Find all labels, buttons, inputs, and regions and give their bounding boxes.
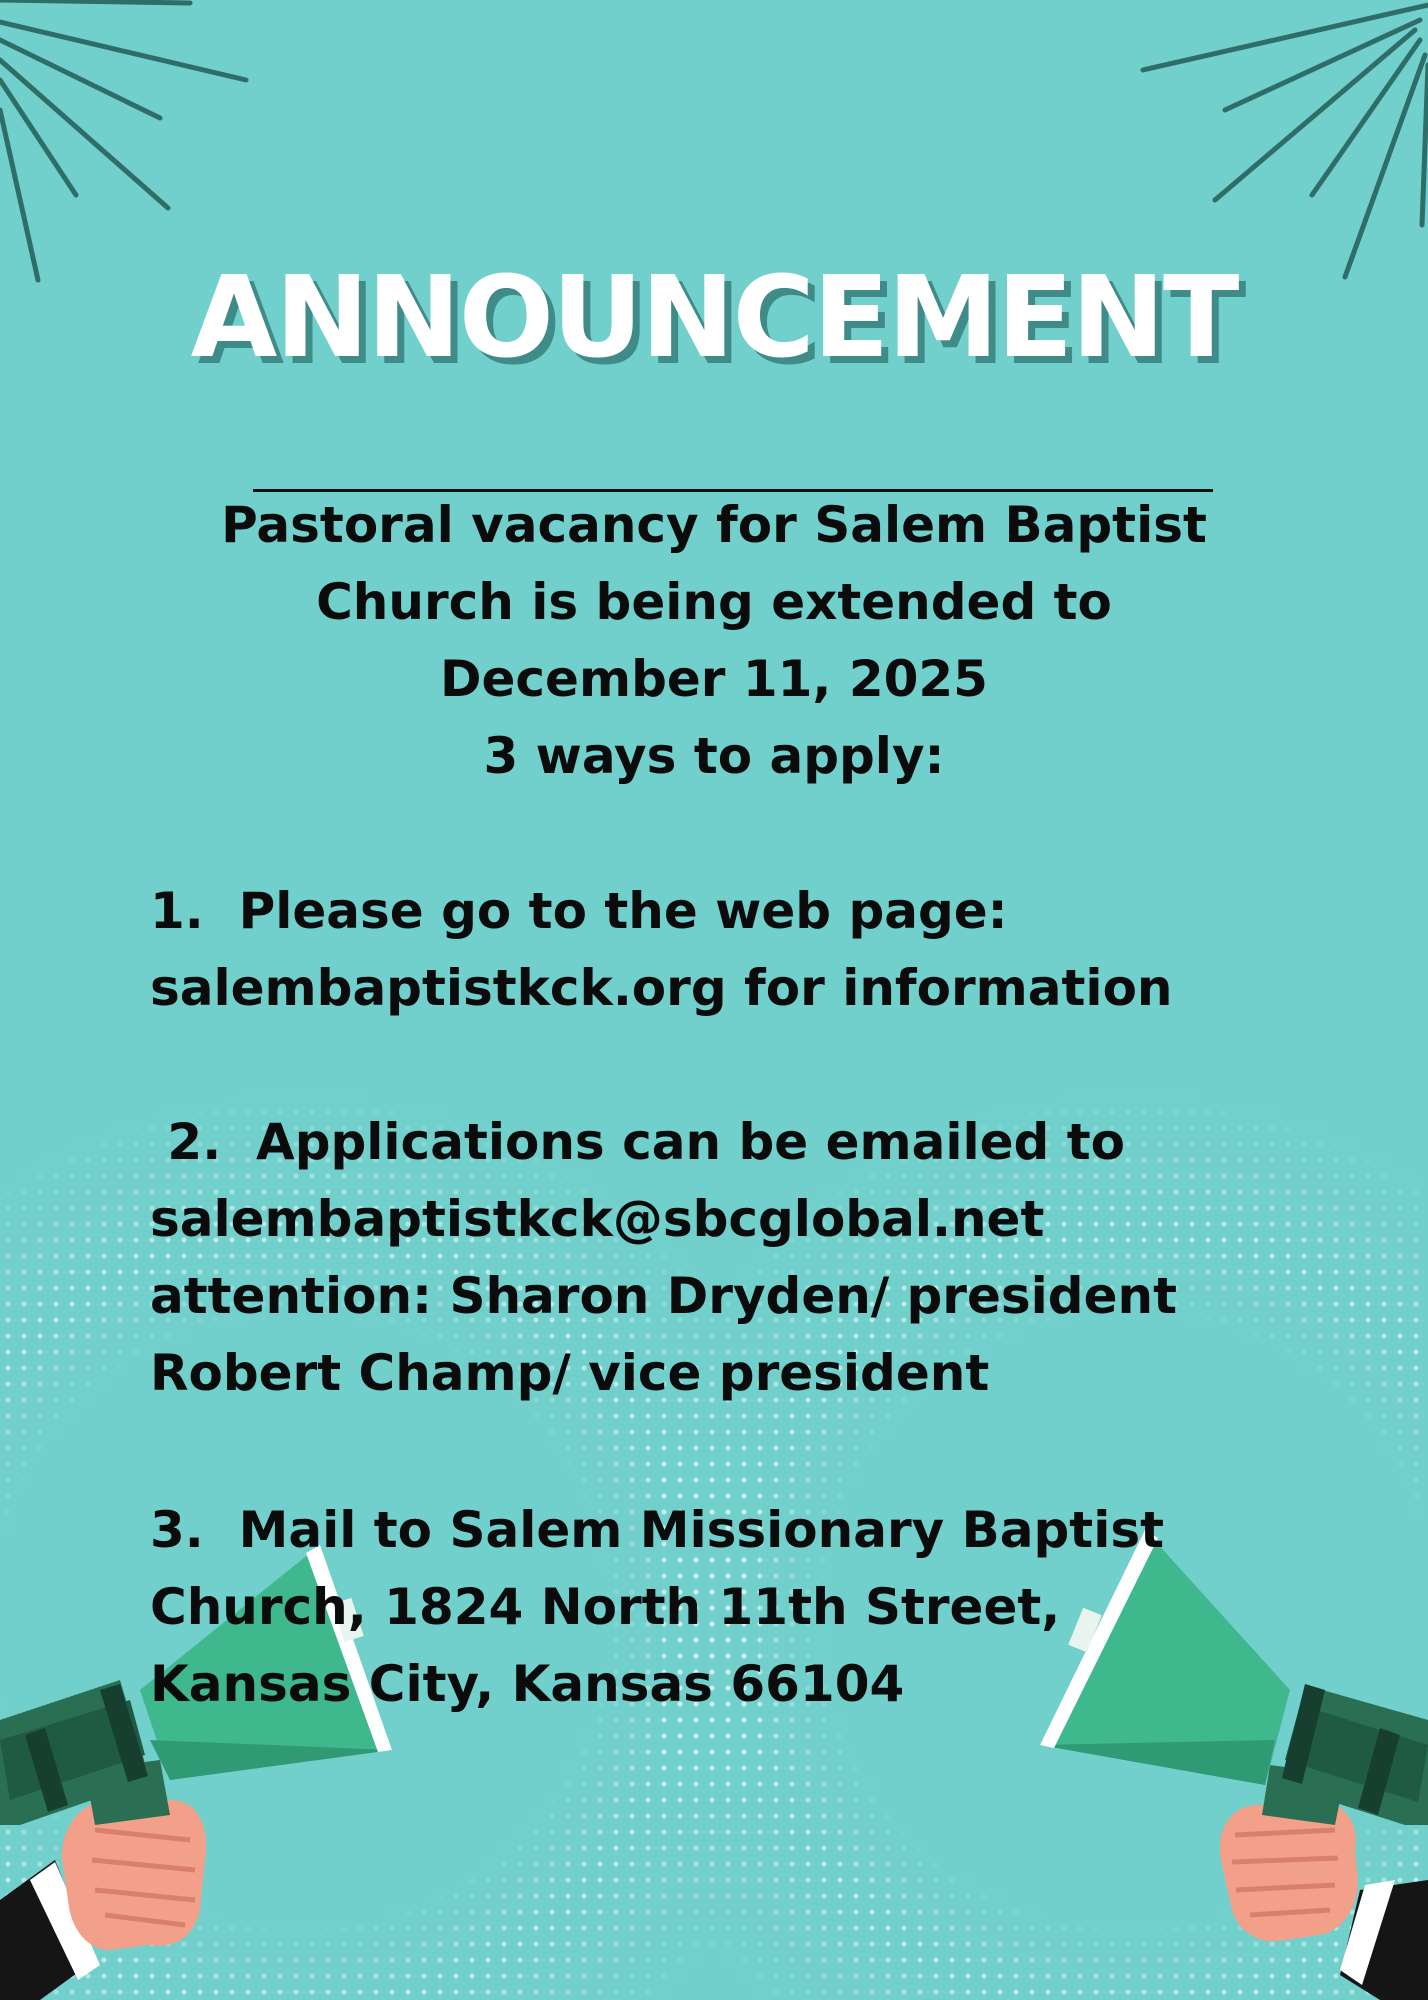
intro-line-4: 3 ways to apply: <box>483 727 945 785</box>
item3-line-2: Church, 1824 North 11th Street, <box>150 1578 1061 1636</box>
intro-line-2: Church is being extended to <box>316 573 1112 631</box>
item2-line-1: 2. Applications can be emailed to <box>150 1113 1125 1171</box>
intro-line-1: Pastoral vacancy for Salem Baptist <box>221 496 1207 554</box>
item2-line-4: Robert Champ/ vice president <box>150 1344 990 1402</box>
sunburst-lines-top-left <box>0 0 246 280</box>
sunburst-lines-top-right <box>1143 5 1428 277</box>
announcement-title: ANNOUNCEMENT <box>190 253 1238 383</box>
item1-line-1: 1. Please go to the web page: <box>150 882 1008 940</box>
item1-line-2: salembaptistkck.org for information <box>150 959 1173 1017</box>
item3-line-1: 3. Mail to Salem Missionary Baptist <box>150 1501 1164 1559</box>
item2-line-2: salembaptistkck@sbcglobal.net <box>150 1190 1045 1248</box>
intro-line-3: December 11, 2025 <box>440 650 988 708</box>
item3-line-3: Kansas City, Kansas 66104 <box>150 1655 905 1713</box>
item2-line-3: attention: Sharon Dryden/ president <box>150 1267 1177 1325</box>
